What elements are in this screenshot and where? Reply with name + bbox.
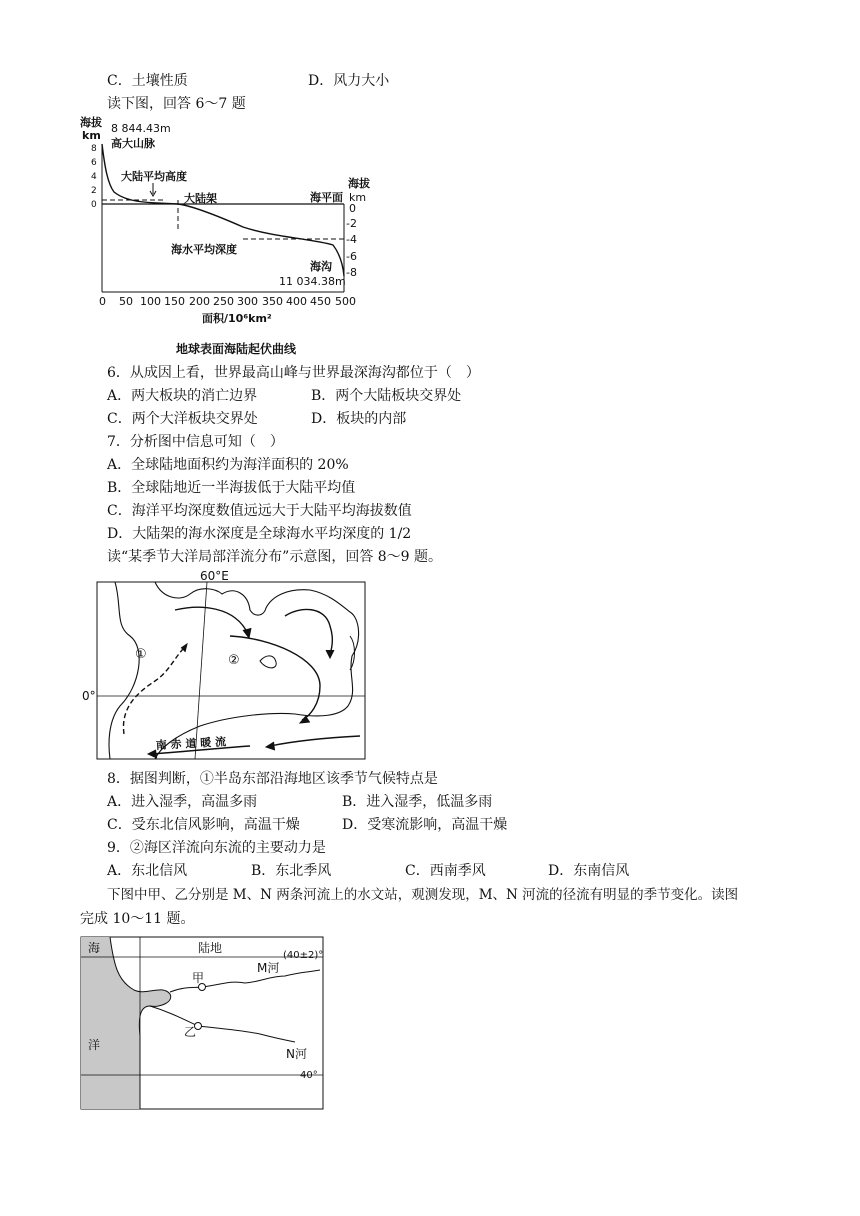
q6-option-c: C．两个大洋板块交界处 (107, 411, 258, 427)
left-tick-label: 0 (91, 200, 97, 210)
right-tick-label: -4 (346, 233, 357, 246)
right-tick-label: -8 (346, 266, 357, 279)
shelf-label: 大陆架 (184, 192, 217, 205)
x-tick-label: 150 (164, 295, 185, 308)
x-tick-label: 250 (213, 295, 234, 308)
trench-label: 海沟 (310, 260, 332, 273)
right-tick-label: 0 (349, 202, 356, 215)
longitude-label: 60°E (200, 569, 229, 583)
q7-option-c: C．海洋平均深度数值远远大于大陆平均海拔数值 (107, 503, 412, 519)
left-tick-label: 4 (91, 172, 97, 182)
river-m-label: M河 (257, 961, 280, 975)
avg-depth-label: 海水平均深度 (171, 243, 237, 256)
marker-2: ② (228, 653, 240, 668)
intro-10-11-line1: 下图中甲、乙分别是 M、N 两条河流上的水文站，观测发现，M、N 河流的径流有明显的季节变化。读图 (107, 887, 739, 903)
x-axis-label: 面积/10⁶km² (202, 312, 272, 325)
latitude-label: 0° (82, 689, 96, 703)
q7-stem: 7．分析图中信息可知（ ） (107, 434, 284, 450)
x-tick-label: 300 (237, 295, 258, 308)
left-tick-label: 6 (91, 158, 97, 168)
q8-option-b: B．进入湿季，低温多雨 (342, 794, 493, 810)
y-axis-unit-left: km (82, 129, 101, 142)
mountain-label: 高大山脉 (111, 137, 155, 150)
q8-option-a: A．进入湿季，高温多雨 (107, 794, 258, 810)
latitude-bottom-label: 40° (300, 1070, 318, 1081)
x-tick-label: 100 (140, 295, 161, 308)
q7-option-b: B．全球陆地近一半海拔低于大陆平均值 (107, 480, 356, 496)
q8-stem: 8．据图判断，①半岛东部沿海地区该季节气候特点是 (107, 771, 438, 787)
left-tick-label: 8 (91, 144, 97, 154)
y-axis-unit-right: km (349, 191, 367, 204)
q9-option-a: A．东北信风 (107, 863, 188, 879)
land-label: 陆地 (198, 941, 223, 955)
q6-stem: 6．从成因上看，世界最高山峰与世界最深海沟都位于（ ） (107, 365, 480, 381)
latitude-top-label: (40±2)° (283, 950, 324, 961)
intro-6-7: 读下图，回答 6～7 题 (107, 96, 246, 112)
current-label: 南 赤 道 暖 流 (155, 735, 227, 752)
q8-option-c: C．受东北信风影响，高温干燥 (107, 817, 300, 833)
x-tick-label: 500 (335, 295, 356, 308)
option-c: C．土壤性质 (107, 73, 188, 89)
sea-level-label: 海平面 (310, 191, 343, 204)
trench-depth: 11 034.38m (279, 275, 346, 288)
x-tick-label: 350 (262, 295, 283, 308)
q9-option-d: D．东南信风 (548, 863, 630, 879)
q9-option-c: C．西南季风 (405, 863, 486, 879)
q6-option-a: A．两大板块的消亡边界 (107, 388, 258, 404)
hypsometric-figure (78, 114, 378, 360)
x-tick-label: 450 (310, 295, 331, 308)
q6-option-d: D．板块的内部 (311, 411, 407, 427)
left-tick-label: 2 (91, 186, 97, 196)
y-axis-label-left: 海拔 (80, 116, 102, 129)
marker-1: ① (135, 647, 147, 662)
q9-option-b: B．东北季风 (251, 863, 332, 879)
river-map (80, 936, 330, 1112)
option-d: D．风力大小 (308, 73, 390, 89)
intro-8-9: 读“某季节大洋局部洋流分布”示意图，回答 8～9 题。 (107, 549, 443, 565)
x-tick-label: 50 (119, 295, 133, 308)
q6-option-b: B．两个大陆板块交界处 (311, 388, 462, 404)
station-jia-label: 甲 (192, 971, 205, 985)
river-n-label: N河 (286, 1047, 307, 1061)
avg-land-label: 大陆平均高度 (121, 170, 187, 183)
intro-10-11-line2: 完成 10～11 题。 (80, 911, 195, 927)
x-tick-label: 200 (189, 295, 210, 308)
x-tick-label: 400 (286, 295, 307, 308)
right-tick-label: -2 (346, 217, 357, 230)
figure-caption: 地球表面海陆起伏曲线 (176, 342, 297, 356)
sea-label: 海 (88, 941, 101, 955)
ocean-label: 洋 (88, 1038, 101, 1052)
right-tick-label: -6 (346, 250, 357, 263)
y-axis-label-right: 海拔 (348, 177, 370, 190)
x-tick-label: 0 (99, 295, 106, 308)
station-yi-label: 乙 (184, 1025, 197, 1039)
q8-option-d: D．受寒流影响，高温干燥 (342, 817, 508, 833)
peak-height: 8 844.43m (111, 122, 171, 135)
q9-stem: 9．②海区洋流向东流的主要动力是 (107, 840, 326, 856)
q7-option-d: D．大陆架的海水深度是全球海水平均深度的 1/2 (107, 526, 412, 542)
ocean-current-map (80, 566, 370, 762)
q7-option-a: A．全球陆地面积约为海洋面积的 20% (107, 457, 349, 473)
